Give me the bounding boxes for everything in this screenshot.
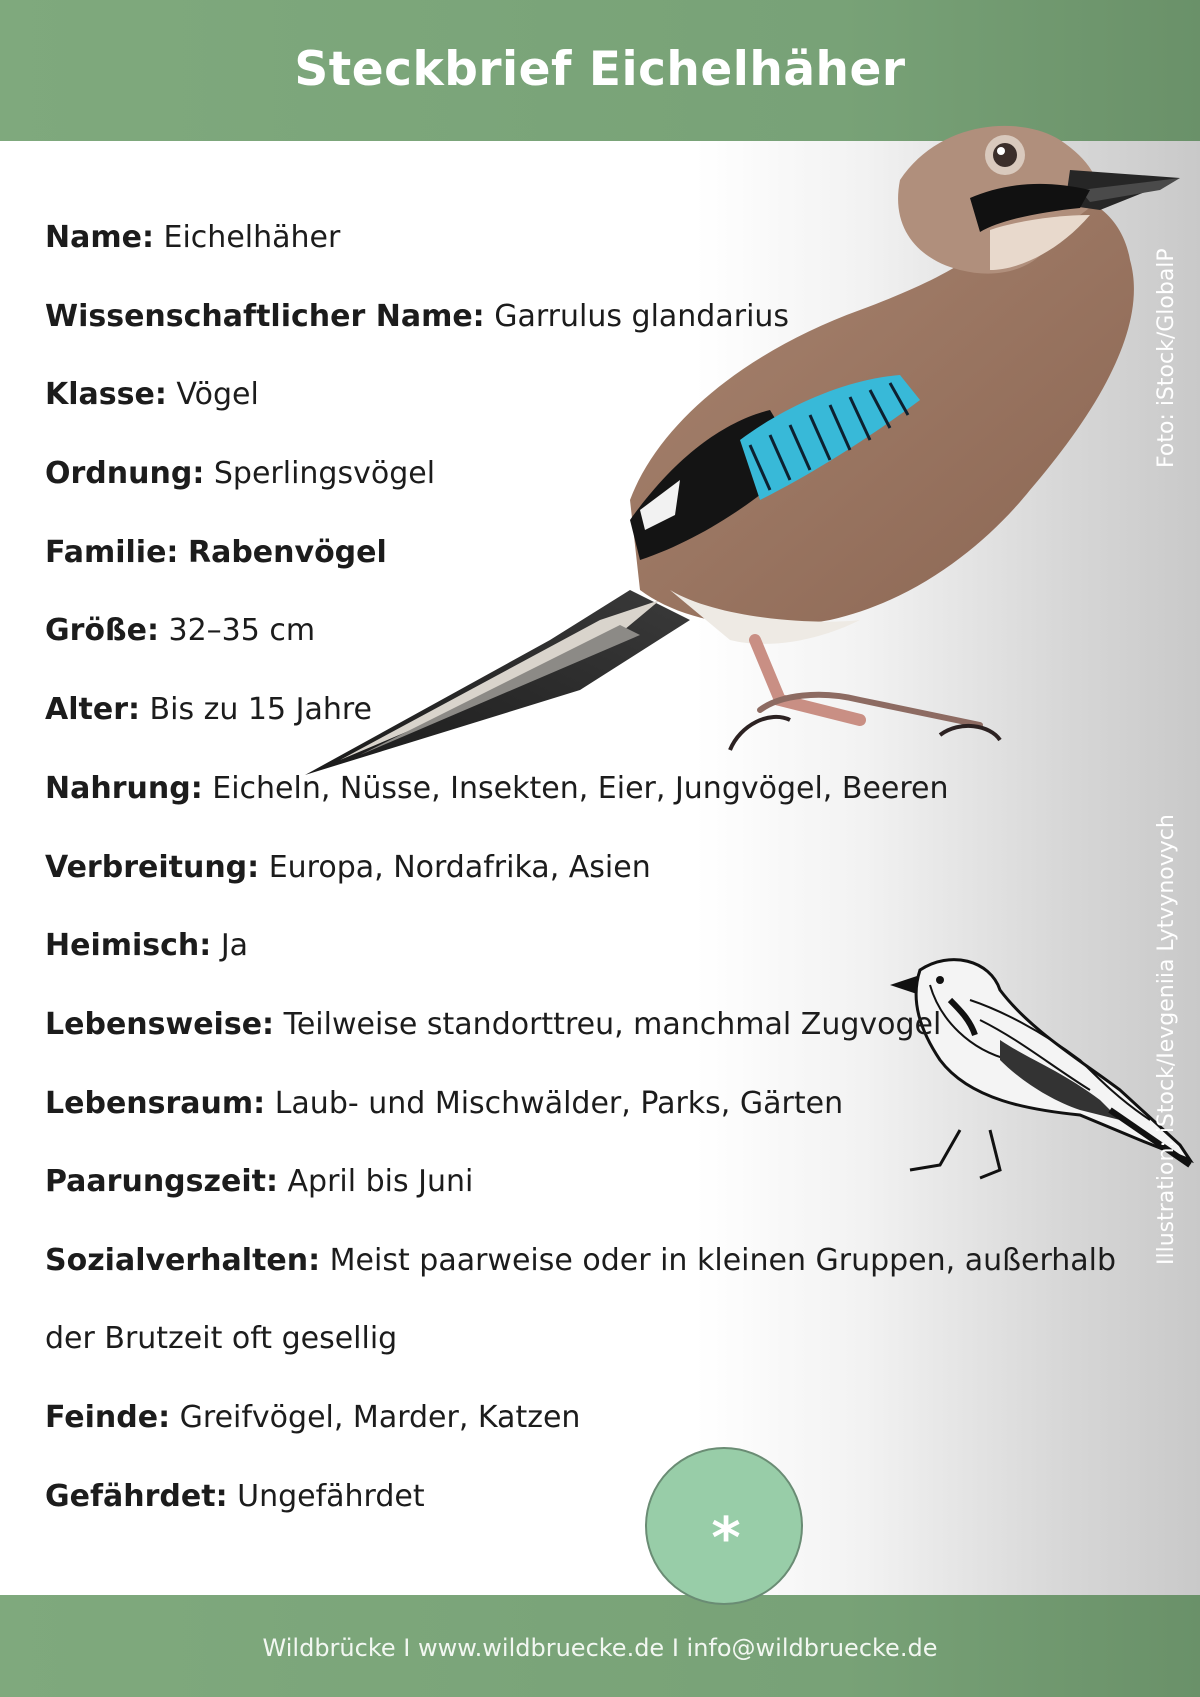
fact-label: Wissenschaftlicher Name: xyxy=(45,298,485,334)
fact-age xyxy=(45,674,1165,753)
fact-habitat xyxy=(45,1068,1165,1147)
fact-label: Größe: xyxy=(45,613,159,649)
fact-label: Ordnung: xyxy=(45,456,205,492)
fact-label: Name: xyxy=(45,220,154,255)
fact-family xyxy=(45,517,1165,596)
fact-label: Feinde: xyxy=(45,1399,171,1435)
fact-distribution xyxy=(45,832,1165,911)
fact-value: 32–35 cm xyxy=(168,613,316,649)
fact-label: Familie: xyxy=(45,534,179,570)
fact-value: Sperlingsvögel xyxy=(213,456,436,492)
fact-food xyxy=(45,753,1165,832)
fact-label: Heimisch: xyxy=(45,928,212,964)
fact-label: Gefährdet: xyxy=(45,1478,228,1514)
fact-label: Lebensraum: xyxy=(45,1085,266,1121)
fact-value: Bis zu 15 Jahre xyxy=(149,692,372,728)
fact-value: Laub- und Mischwälder, Parks, Gärten xyxy=(274,1085,844,1121)
fact-label: Sozialverhalten: xyxy=(45,1242,321,1278)
fact-class xyxy=(45,359,1165,438)
fact-label: Alter: xyxy=(45,692,140,728)
photo-credit: Foto: iStock/GlobalP xyxy=(1154,248,1179,468)
fact-name xyxy=(45,202,1165,281)
fact-value: Europa, Nordafrika, Asien xyxy=(268,849,651,885)
fact-value: Teilweise standorttreu, manchmal Zugvogel xyxy=(283,1006,942,1042)
fact-value: Ungefährdet xyxy=(237,1478,425,1514)
fact-label: Paarungszeit: xyxy=(45,1164,278,1200)
fact-value: Meist paarweise oder in kleinen Gruppen, außerhalb der Brutzeit oft gesellig xyxy=(45,1242,1117,1356)
fact-size xyxy=(45,595,1165,674)
fact-label: Verbreitung: xyxy=(45,849,260,885)
fact-lifestyle xyxy=(45,989,1165,1068)
page-footer xyxy=(0,1595,1200,1697)
fact-native xyxy=(45,910,1165,989)
fact-value: Greifvögel, Marder, Katzen xyxy=(179,1399,581,1435)
fact-value: April bis Juni xyxy=(287,1164,474,1200)
fact-value: Vögel xyxy=(176,377,259,413)
asterisk-icon: * xyxy=(711,1505,741,1571)
fact-value: Ja xyxy=(220,928,249,964)
fact-value: Eichelhäher xyxy=(163,220,341,255)
facts-list xyxy=(45,202,1165,1539)
fact-social-behavior xyxy=(45,1222,1165,1378)
fact-value: Eicheln, Nüsse, Insekten, Eier, Jungvögel, Beeren xyxy=(212,770,949,806)
footer-contact: Wildbrücke I www.wildbruecke.de I info@wildbruecke.de xyxy=(262,1634,938,1662)
illustration-credit: Illustration: iStock/Ievgeniia Lytvynovych xyxy=(1154,814,1179,1265)
fact-order xyxy=(45,438,1165,517)
fact-value: Garrulus glandarius xyxy=(494,298,790,334)
asterisk-badge[interactable] xyxy=(645,1447,803,1605)
fact-enemies xyxy=(45,1382,1165,1461)
page-title: Steckbrief Eichelhäher xyxy=(294,42,906,97)
fact-label: Nahrung: xyxy=(45,770,203,806)
fact-label: Lebensweise: xyxy=(45,1006,275,1042)
fact-value: Rabenvögel xyxy=(187,534,387,570)
fact-scientific-name xyxy=(45,281,1165,360)
fact-label: Klasse: xyxy=(45,377,167,413)
fact-endangered xyxy=(45,1461,1165,1540)
fact-mating-season xyxy=(45,1146,1165,1225)
